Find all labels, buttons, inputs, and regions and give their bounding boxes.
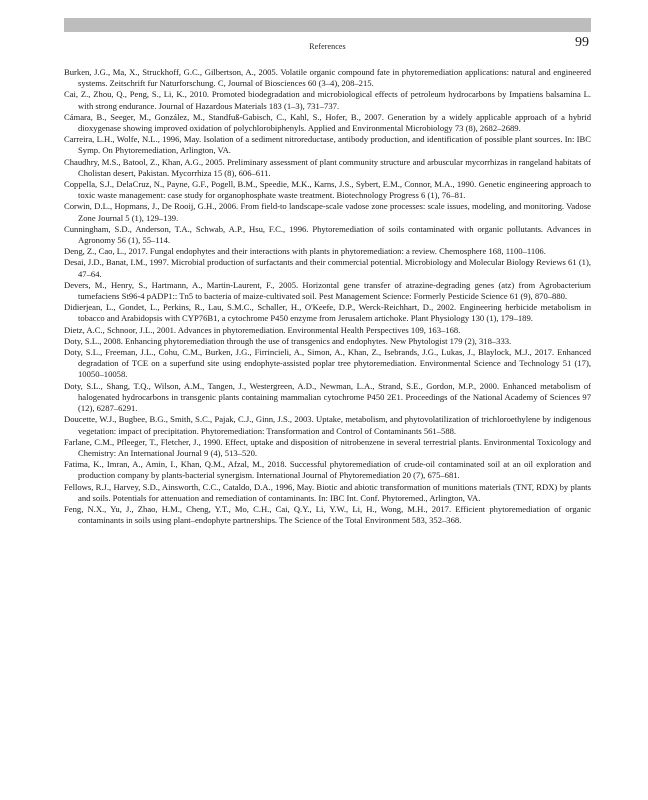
- reference-entry: Dietz, A.C., Schnoor, J.L., 2001. Advances in phytoremediation. Environmental Health Perspectives 109, 163–168.: [64, 324, 461, 335]
- reference-entry: Doty, S.L., Freeman, J.L., Cohu, C.M., Burken, J.G., Firrincieli, A., Simon, A., Khan, Z., Isebrands, J.G., Lukas, J., Blaylock, M.J., 2017. Enhanced degradation of TCE on a superfund site using endophyte-assisted poplar tree phytoremediation. Environmental Science and Technology 51 (17), 10050–10058.: [64, 347, 591, 380]
- reference-entry: Doty, S.L., 2008. Enhancing phytoremediation through the use of transgenics and endophytes. New Phytologist 179 (2), 318–333.: [64, 335, 512, 346]
- reference-entry: Doucette, W.J., Bugbee, B.G., Smith, S.C., Pajak, C.J., Ginn, J.S., 2003. Uptake, metabolism, and phytovolatilization of trichloroethylene by indigenous vegetation: impact of precipitation. Phytoremediation: Transformation and Control of Contaminants 561–588.: [64, 414, 591, 436]
- reference-entry: Chaudhry, M.S., Batool, Z., Khan, A.G., 2005. Preliminary assessment of plant community structure and arbuscular mycorrhizas in rangeland habitats of Cholistan desert, Pakistan. Mycorrhiza 15 (8), 606–611.: [64, 156, 591, 178]
- reference-entry: Feng, N.X., Yu, J., Zhao, H.M., Cheng, Y.T., Mo, C.H., Cai, Q.Y., Li, Y.W., Li, H., Wong, M.H., 2017. Efficient phytoremediation of organic contaminants in soils using plant–endophyte partnerships. The Science of the Total Environment 583, 352–368.: [64, 503, 591, 526]
- reference-entry: Devers, M., Henry, S., Hartmann, A., Martin-Laurent, F., 2005. Horizontal gene transfer of atrazine-degrading genes (atz) from Agrobacterium tumefaciens St96-4 pADP1:: Tn5 to bacteria of maize-cultivated soil. Pest Management Science: Formerly Pesticide Science 61 (9), 870–880.: [64, 279, 591, 302]
- reference-entry: Farlane, C.M., Pfleeger, T., Fletcher, J., 1990. Effect, uptake and disposition of nitrobenzene in several terrestrial plants. Environmental Toxicology and Chemistry: An International Journal 9 (4), 513–520.: [64, 436, 591, 458]
- reference-entry: Cámara, B., Seeger, M., González, M., Standfuß-Gabisch, C., Kahl, S., Hofer, B., 2007. Generation by a widely applicable approach of a hybrid dioxygenase showing improved oxidation of polychlorobiphenyls. Applied and Environmental Microbiology 73 (8), 2682–2689.: [64, 111, 591, 134]
- reference-list: [64, 67, 591, 526]
- reference-entry: Cai, Z., Zhou, Q., Peng, S., Li, K., 2010. Promoted biodegradation and microbiological effects of petroleum hydrocarbons by Impatiens balsamina L. with strong endurance. Journal of Hazardous Materials 183 (1–3), 731–737.: [64, 89, 591, 111]
- reference-entry: Coppella, S.J., DelaCruz, N., Payne, G.F., Pogell, B.M., Speedie, M.K., Karns, J.S., Sybert, E.M., Connor, M.A., 1990. Genetic engineering approach to toxic waste management: case study for organophosphate waste treatment. Biotechnology Progress 6 (1), 76–81.: [64, 179, 591, 201]
- reference-entry: Corwin, D.L., Hopmans, J., De Rooij, G.H., 2006. From field-to landscape-scale vadose zone processes: scale issues, modeling, and monitoring. Vadose Zone Journal 5 (1), 129–139.: [64, 201, 591, 223]
- page-number: 99: [575, 35, 589, 50]
- running-head: [64, 34, 591, 56]
- reference-entry: Carreira, L.H., Wolfe, N.L., 1996, May. Isolation of a sediment nitroreductase, antibody production, and identification of possible plant sources. In: IBC Symp. On Phytoremediation, Arlington, VA.: [64, 134, 591, 156]
- reference-entry: Deng, Z., Cao, L., 2017. Fungal endophytes and their interactions with plants in phytoremediation: a review. Chemosphere 168, 1100–1106.: [64, 246, 546, 257]
- reference-entry: Doty, S.L., Shang, T.Q., Wilson, A.M., Tangen, J., Westergreen, A.D., Newman, L.A., Strand, S.E., Gordon, M.P., 2000. Enhanced metabolism of halogenated hydrocarbons in transgenic plants containing mammalian cytochrome P450 2E1. Proceedings of the National Academy of Sciences 97 (12), 6287–6291.: [64, 380, 591, 414]
- reference-entry: Cunningham, S.D., Anderson, T.A., Schwab, A.P., Hsu, F.C., 1996. Phytoremediation of soils contaminated with organic pollutants. Advances in Agronomy 56 (1), 55–114.: [64, 223, 591, 246]
- reference-entry: Burken, J.G., Ma, X., Struckhoff, G.C., Gilbertson, A., 2005. Volatile organic compound fate in phytoremediation applications: natural and engineered systems. Zeitschrift fur Naturforschung. C, Journal of Biosciences 60 (3–4), 208–215.: [64, 67, 591, 89]
- reference-entry: Fatima, K., Imran, A., Amin, I., Khan, Q.M., Afzal, M., 2018. Successful phytoremediation of crude-oil contaminated soil at an oil exploration and production company by plants-bacterial synergism. International Journal of Phytoremediation 20 (7), 675–681.: [64, 459, 591, 481]
- running-title: References: [309, 42, 346, 51]
- reference-entry: Didierjean, L., Gondet, L., Perkins, R., Lau, S.M.C., Schaller, H., O'Keefe, D.P., Werck-Reichhart, D., 2002. Engineering herbicide metabolism in tobacco and Arabidopsis with CYP76B1, a cytochrome P450 enzyme from Jerusalem artichoke. Plant Physiology 130 (1), 179–189.: [64, 302, 591, 324]
- header-bar: [64, 18, 591, 32]
- reference-entry: Fellows, R.J., Harvey, S.D., Ainsworth, C.C., Cataldo, D.A., 1996, May. Biotic and abiotic transformation of munitions materials (TNT, RDX) by plants and soils. Potentials for attenuation and remediation of contaminants. In: IBC Int. Conf. Phytoremed., Arlington, VA.: [64, 481, 591, 503]
- reference-entry: Desai, J.D., Banat, I.M., 1997. Microbial production of surfactants and their commercial potential. Microbiology and Molecular Biology Reviews 61 (1), 47–64.: [64, 257, 591, 279]
